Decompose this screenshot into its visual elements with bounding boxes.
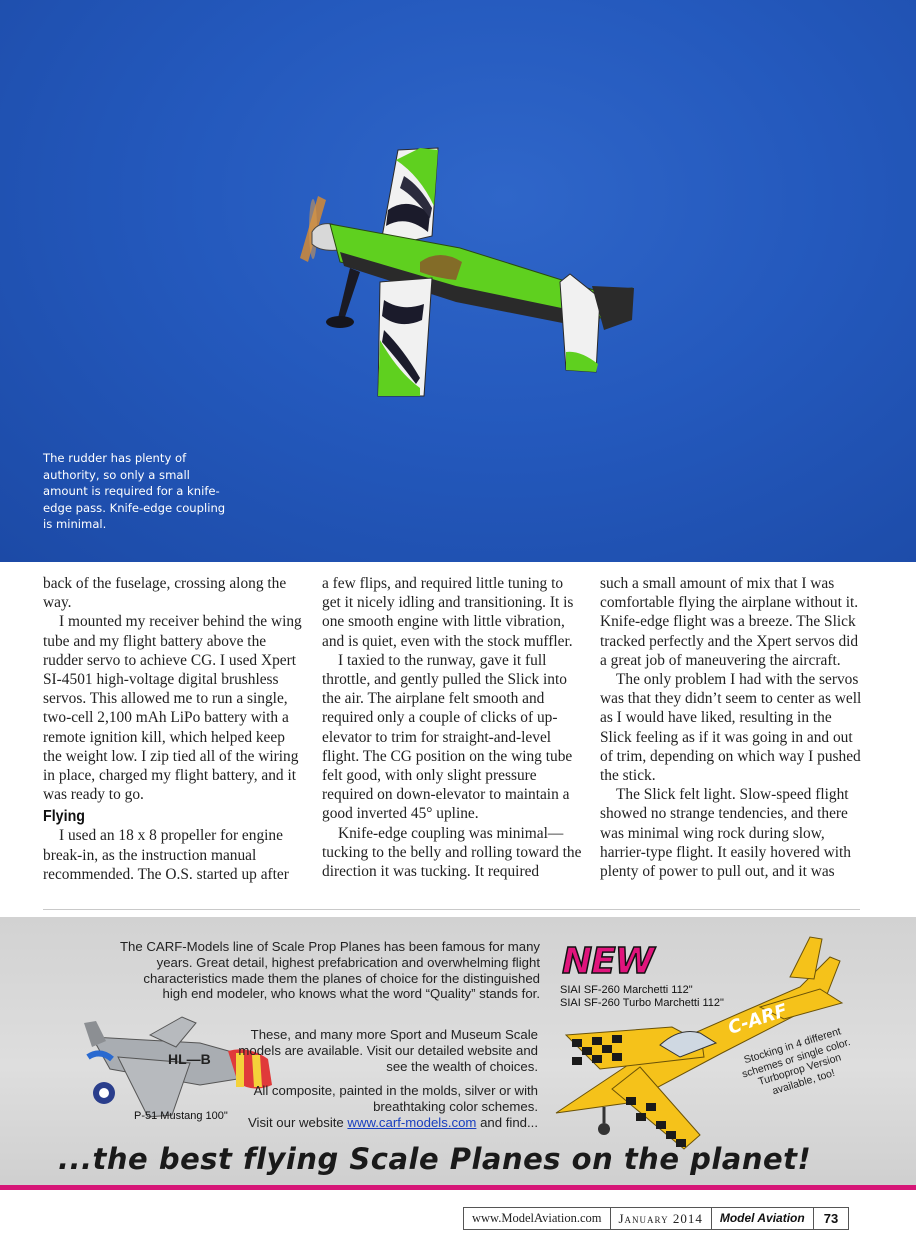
footer-issue-date: January 2014 [611,1208,712,1229]
ad-composite-line: All composite, painted in the molds, silver or with breathtaking color schemes. [253,1083,538,1114]
paragraph: I used an 18 x 8 propeller for engine break-in, as the instruction manual recommended. The O.S. started up after [43,827,289,883]
article-column-2 [322,574,584,881]
paragraph: Knife-edge coupling was minimal—tucking to the belly and rolling toward the direction it was tucking. It required [322,824,582,881]
sf260-registration-text: C-ARF [725,1000,790,1039]
page-footer [463,1207,849,1230]
lower-wing [378,278,432,396]
ad-more-models-text: These, and many more Sport and Museum Scale models are available. Visit our detailed website and see the wealth of choices. [238,1027,538,1074]
section-heading-flying: Flying [43,808,85,826]
ad-tagline: ...the best flying Scale Planes on the planet! [58,1142,812,1176]
paragraph: I taxied to the runway, gave it full throttle, and gently pulled the Slick into the air. The airplane felt smooth and required only a couple of clicks of up-elevator to trim for straight-and-level flight. The CG position on the wing tube felt good, with only slight pressure required on down-elevator to maintain a good inverted 45° upline. [322,651,573,823]
paragraph: such a small amount of mix that I was comfortable flying the airplane without it. Knife-edge flight was a breeze. The Slick tracked perfectly and the Xpert servos did a great job of maneuvering the aircraft. [600,575,859,669]
new-badge: NEW [562,941,654,982]
upper-wing [380,148,438,248]
ad-intro-text: The CARF-Models line of Scale Prop Planes has been famous for many years. Great detail, highest prefabrication and overwhelming flight characteristics made them the planes of choice for the distinguished high end modeler, who knows what the word “Quality” stands for. [120,939,541,1002]
ad-visit-prefix: Visit our website [247,1114,344,1130]
paragraph: a few flips, and required little tuning to get it nicely idling and transitioning. It is one smooth engine with little vibration, and is quiet, even with the stock muffler. [322,575,574,650]
paragraph: back of the fuselage, crossing along the way. [43,575,287,612]
footer-page-number: 73 [823,1211,839,1226]
stocking-note: Stocking in 4 different schemes or single color. Turboprop Version available, too! [740,1025,852,1097]
paragraph: The only problem I had with the servos was that they didn’t seem to center as well as I would have liked, resulting in the Slick feeling as if it was going in and out of trim, depending on which way I pushed the stick. [600,671,862,785]
article-column-1 [43,574,305,884]
ad-accent-stripe [0,1185,916,1190]
paragraph: I mounted my receiver behind the wing tube and my flight battery above the rudder servo to achieve CG. I used Xpert SI-4501 high-voltage digital brushless servos. This allowed me to run a single, two-cell 2,100 mAh LiPo battery with a remote ignition kill, which helped keep the weight low. I zip tied all of the wiring in place, charged my flight battery, and it was ready to go. [43,613,302,804]
footer-website[interactable]: www.ModelAviation.com [464,1208,611,1229]
hero-photo [0,0,916,562]
tail [560,274,634,372]
article-column-3 [600,574,862,881]
footer-magazine-name: Model Aviation [712,1208,814,1229]
p51-code-text: HL—B [168,1051,211,1067]
divider [43,909,860,910]
paragraph: The Slick felt light. Slow-speed flight showed no strange tendencies, and there was minimal wing rock during slow, harrier-type flight. It easily hovered with plenty of power to pull out, and it was [600,786,851,881]
p51-label: P-51 Mustang 100" [134,1110,228,1122]
photo-caption: The rudder has plenty of authority, so only a small amount is required for a knife-edge pass. Knife-edge coupling is minimal. [43,451,226,531]
model-sf260: SIAI SF-260 Marchetti 112" [560,984,693,996]
new-models-list [560,984,724,1010]
model-sf260-turbo: SIAI SF-260 Turbo Marchetti 112" [560,997,724,1009]
carf-website-link[interactable]: www.carf-models.com [347,1114,477,1130]
ad-composite-text [220,1083,538,1130]
carf-advertisement[interactable] [0,917,916,1189]
ad-visit-suffix: and find... [480,1114,538,1130]
